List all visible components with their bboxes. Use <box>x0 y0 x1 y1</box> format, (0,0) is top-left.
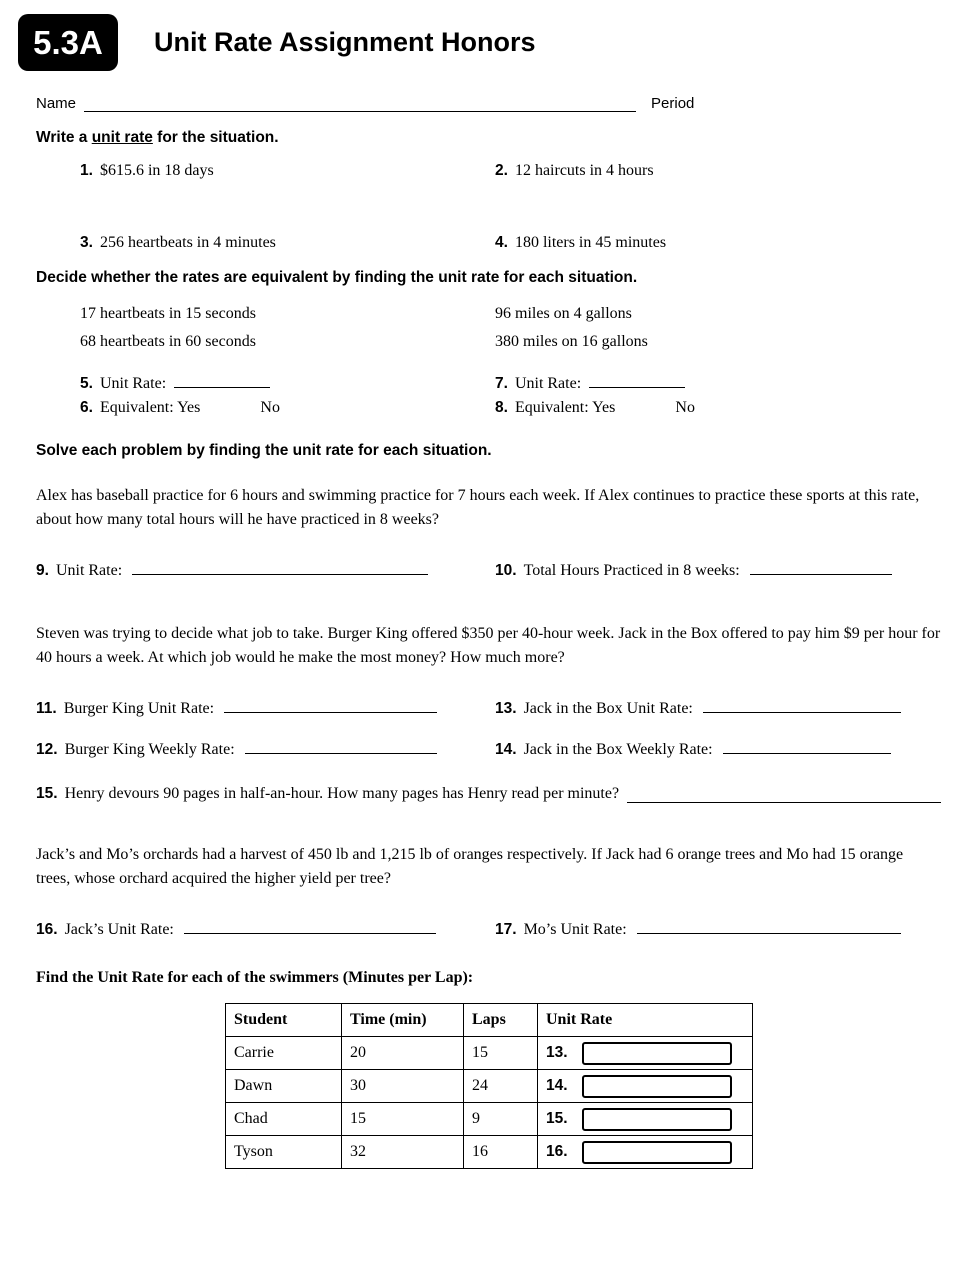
question-3 <box>36 234 495 252</box>
question-15-number: 15. <box>36 785 58 802</box>
answer-box[interactable] <box>582 1108 732 1131</box>
question-14-table-number: 14. <box>546 1076 568 1094</box>
question-10 <box>495 559 941 580</box>
question-2-number: 2. <box>495 162 508 179</box>
question-15-text <box>36 785 619 803</box>
table-header-row <box>226 1004 753 1037</box>
question-15-blank[interactable] <box>627 787 941 803</box>
header-unit-rate: Unit Rate <box>538 1004 753 1037</box>
question-12-label: Burger King Weekly Rate: <box>64 741 235 758</box>
header-time: Time (min) <box>342 1004 464 1037</box>
cell-student: Carrie <box>226 1037 342 1070</box>
section2-questions-right <box>495 366 941 417</box>
question-3-number: 3. <box>80 234 93 251</box>
cell-time: 32 <box>342 1136 464 1169</box>
question-7-blank[interactable] <box>589 372 685 388</box>
question-2-text: 12 haircuts in 4 hours <box>514 162 654 179</box>
question-17-number: 17. <box>495 921 517 938</box>
question-6-label[interactable]: Equivalent: Yes <box>99 399 201 416</box>
cell-time: 30 <box>342 1070 464 1103</box>
cell-student: Tyson <box>226 1136 342 1169</box>
question-5-number: 5. <box>80 375 93 392</box>
question-1-text: $615.6 in 18 days <box>99 162 214 179</box>
question-15 <box>36 785 941 803</box>
cell-laps: 24 <box>464 1070 538 1103</box>
question-8-number: 8. <box>495 399 508 416</box>
cell-unit-rate <box>538 1037 753 1070</box>
question-10-number: 10. <box>495 562 517 579</box>
section1-instruction-post: for the situation. <box>152 129 279 146</box>
question-13 <box>495 697 941 718</box>
question-14-blank[interactable] <box>723 738 891 754</box>
question-13-label: Jack in the Box Unit Rate: <box>523 700 693 717</box>
questions-11-13-row <box>36 697 941 718</box>
name-label: Name <box>36 95 77 112</box>
section1-items-row1 <box>36 162 941 180</box>
question-9-blank[interactable] <box>132 559 428 575</box>
section3-instruction: Solve each problem by finding the unit rate for each situation. <box>36 442 492 459</box>
question-8-label[interactable]: Equivalent: Yes <box>514 399 616 416</box>
name-blank[interactable] <box>84 96 636 112</box>
question-11 <box>36 697 495 718</box>
section2-questions-left <box>36 366 495 417</box>
question-3-text: 256 heartbeats in 4 minutes <box>99 234 276 251</box>
question-12-number: 12. <box>36 741 58 758</box>
header <box>33 14 941 71</box>
cell-unit-rate <box>538 1136 753 1169</box>
answer-box[interactable] <box>582 1141 732 1164</box>
section1-instruction-pre: Write a <box>36 129 92 146</box>
cell-laps: 15 <box>464 1037 538 1070</box>
page-title: Unit Rate Assignment Honors <box>154 27 536 57</box>
questions-9-10-row <box>36 559 941 580</box>
question-17-blank[interactable] <box>637 918 901 934</box>
question-15-table-number: 15. <box>546 1109 568 1127</box>
question-13-table-number: 13. <box>546 1043 568 1061</box>
section2-questions <box>36 366 941 417</box>
orchard-paragraph: Jack’s and Mo’s orchards had a harvest of 450 lb and 1,215 lb of oranges respectively. If Jack had 6 orange trees and Mo had 15 orange trees, whose orchard acquired the higher yield per tree? <box>36 846 904 887</box>
question-13-blank[interactable] <box>703 697 901 713</box>
question-17 <box>495 918 941 939</box>
question-2 <box>495 162 941 180</box>
section-badge: 5.3A <box>18 14 118 71</box>
cell-laps: 16 <box>464 1136 538 1169</box>
steven-paragraph: Steven was trying to decide what job to take. Burger King offered $350 per 40-hour week. Jack in the Box offered to pay him $9 per hour for 40 hours a week. At which job would he make the most money? How much more? <box>36 625 941 666</box>
table-row <box>226 1136 753 1169</box>
header-laps: Laps <box>464 1004 538 1037</box>
questions-12-14-row <box>36 738 941 759</box>
swimmers-table <box>225 1003 753 1169</box>
question-7 <box>495 372 941 393</box>
table-row <box>226 1070 753 1103</box>
question-16-number: 16. <box>36 921 58 938</box>
answer-box[interactable] <box>582 1042 732 1065</box>
question-14 <box>495 738 941 759</box>
cell-unit-rate <box>538 1070 753 1103</box>
answer-box[interactable] <box>582 1075 732 1098</box>
cell-time: 20 <box>342 1037 464 1070</box>
question-14-number: 14. <box>495 741 517 758</box>
period-label: Period <box>651 95 695 112</box>
question-8 <box>495 399 941 417</box>
question-12 <box>36 738 495 759</box>
question-9 <box>36 559 495 580</box>
question-5 <box>80 372 495 393</box>
alex-paragraph: Alex has baseball practice for 6 hours and swimming practice for 7 hours each week. If Alex continues to practice these sports at this rate, about how many total hours will he have practiced in 8 weeks? <box>36 487 920 528</box>
table-row <box>226 1103 753 1136</box>
question-4-number: 4. <box>495 234 508 251</box>
section2-instruction: Decide whether the rates are equivalent by finding the unit rate for each situation. <box>36 269 638 286</box>
rate-heartbeats-2: 68 heartbeats in 60 seconds <box>80 333 256 350</box>
question-9-number: 9. <box>36 562 49 579</box>
swimmers-instruction: Find the Unit Rate for each of the swimmers (Minutes per Lap): <box>36 969 474 986</box>
section1-instruction <box>36 129 941 147</box>
rate-miles-2: 380 miles on 16 gallons <box>495 333 648 350</box>
question-17-label: Mo’s Unit Rate: <box>523 921 627 938</box>
rates-left <box>36 300 495 356</box>
question-15-label: Henry devours 90 pages in half-an-hour. How many pages has Henry read per minute? <box>64 785 620 802</box>
question-4-text: 180 liters in 45 minutes <box>514 234 667 251</box>
name-period-row <box>36 95 941 112</box>
section1-items-row2 <box>36 234 941 252</box>
question-7-label: Unit Rate: <box>514 375 582 392</box>
cell-time: 15 <box>342 1103 464 1136</box>
question-14-label: Jack in the Box Weekly Rate: <box>523 741 713 758</box>
question-6-number: 6. <box>80 399 93 416</box>
question-16-table-number: 16. <box>546 1142 568 1160</box>
question-11-label: Burger King Unit Rate: <box>63 700 215 717</box>
question-16-blank[interactable] <box>184 918 436 934</box>
question-11-number: 11. <box>36 700 57 717</box>
cell-laps: 9 <box>464 1103 538 1136</box>
question-16 <box>36 918 495 939</box>
question-6-no-option[interactable]: No <box>260 399 280 416</box>
question-8-no-option[interactable]: No <box>675 399 695 416</box>
cell-unit-rate <box>538 1103 753 1136</box>
cell-student: Chad <box>226 1103 342 1136</box>
rates-right <box>495 300 941 356</box>
question-1 <box>36 162 495 180</box>
question-7-number: 7. <box>495 375 508 392</box>
question-10-blank[interactable] <box>750 559 892 575</box>
header-student: Student <box>226 1004 342 1037</box>
questions-16-17-row <box>36 918 941 939</box>
question-1-number: 1. <box>80 162 93 179</box>
question-11-blank[interactable] <box>224 697 437 713</box>
rate-miles-1: 96 miles on 4 gallons <box>495 305 632 322</box>
section1-instruction-underlined: unit rate <box>91 129 153 146</box>
rate-heartbeats-1: 17 heartbeats in 15 seconds <box>80 305 256 322</box>
question-13-number: 13. <box>495 700 517 717</box>
question-5-blank[interactable] <box>174 372 270 388</box>
question-10-label: Total Hours Practiced in 8 weeks: <box>523 562 740 579</box>
table-row <box>226 1037 753 1070</box>
question-4 <box>495 234 941 252</box>
question-6 <box>80 399 495 417</box>
section2-rates <box>36 300 941 356</box>
question-12-blank[interactable] <box>245 738 437 754</box>
cell-student: Dawn <box>226 1070 342 1103</box>
question-9-label: Unit Rate: <box>55 562 123 579</box>
question-16-label: Jack’s Unit Rate: <box>64 921 174 938</box>
question-5-label: Unit Rate: <box>99 375 167 392</box>
